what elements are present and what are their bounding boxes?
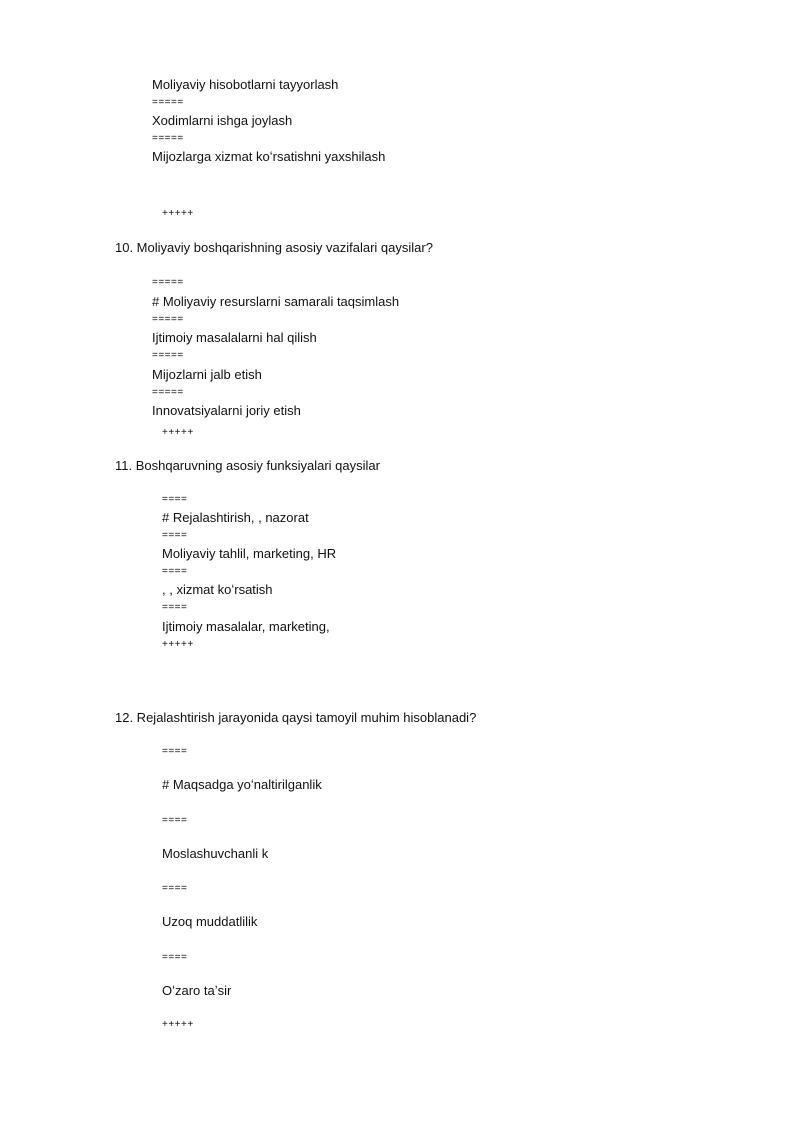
question-title: 10. Moliyaviy boshqarishning asosiy vazifalari qaysilar? (115, 240, 433, 255)
option-text: Mijozlarga xizmat koʻrsatishni yaxshilash (152, 149, 386, 164)
option-text: Ijtimoiy masalalar, marketing, (162, 619, 330, 634)
option-text: # Moliyaviy resurslarni samarali taqsimlash (152, 294, 400, 309)
separator: ===== (152, 387, 184, 398)
option-text: , , xizmat koʻrsatish (162, 582, 273, 597)
end-marker: +++++ (162, 427, 194, 438)
option-text: Oʻzaro taʼsir (162, 983, 232, 998)
separator: ==== (162, 883, 188, 894)
option-text: Xodimlarni ishga joylash (152, 113, 293, 128)
separator: ==== (162, 815, 188, 826)
option-text: Moliyaviy tahlil, marketing, HR (162, 546, 337, 561)
separator: ===== (152, 314, 184, 325)
separator: ===== (152, 133, 184, 144)
separator: ==== (162, 494, 188, 505)
end-marker: +++++ (162, 208, 194, 219)
end-marker: +++++ (162, 1019, 194, 1030)
option-text: Innovatsiyalarni joriy etish (152, 403, 301, 418)
option-text: Moslashuvchanli k (162, 846, 269, 861)
option-text: # Maqsadga yoʻnaltirilganlik (162, 777, 322, 792)
option-text: Moliyaviy hisobotlarni tayyorlash (152, 77, 339, 92)
question-title: 12. Rejalashtirish jarayonida qaysi tamoyil muhim hisoblanadi? (115, 710, 477, 725)
separator: ==== (162, 566, 188, 577)
separator: ===== (152, 277, 184, 288)
separator: ===== (152, 97, 184, 108)
option-text: # Rejalashtirish, , nazorat (162, 510, 309, 525)
separator: ==== (162, 746, 188, 757)
option-text: Uzoq muddatlilik (162, 914, 258, 929)
separator: ===== (152, 350, 184, 361)
option-text: Ijtimoiy masalalarni hal qilish (152, 330, 317, 345)
separator: ==== (162, 602, 188, 613)
end-marker: +++++ (162, 639, 194, 650)
option-text: Mijozlarni jalb etish (152, 367, 262, 382)
separator: ==== (162, 952, 188, 963)
question-title: 11. Boshqaruvning asosiy funksiyalari qaysilar (115, 458, 380, 473)
separator: ==== (162, 530, 188, 541)
